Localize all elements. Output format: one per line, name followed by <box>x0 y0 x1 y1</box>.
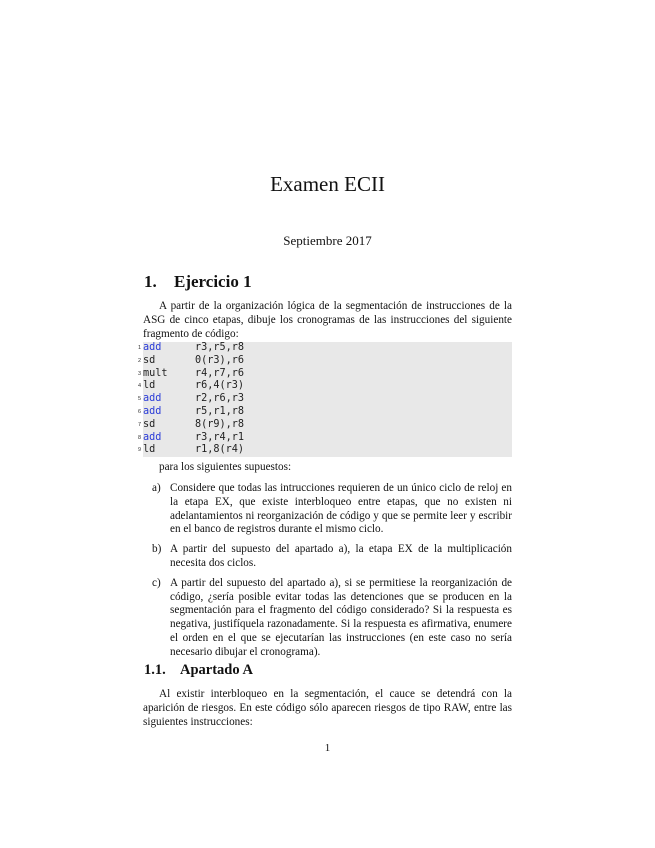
line-number: 4 <box>137 383 141 390</box>
list-item <box>152 482 512 537</box>
intro-paragraph: A partir de la organización lógica de la segmentación de instrucciones de la ASG de cinco etapas, dibuje los cronogramas de las instrucciones del siguiente fragmento de código: <box>143 300 512 340</box>
code-opcode: ld <box>143 444 156 456</box>
line-number: 9 <box>137 447 141 454</box>
section-heading-1 <box>144 272 252 292</box>
code-opcode: add <box>143 342 162 353</box>
section-number: 1.1. <box>144 662 166 678</box>
item-marker: c) <box>152 576 161 589</box>
item-marker: b) <box>152 543 162 556</box>
code-line <box>137 405 512 419</box>
line-number: 2 <box>137 357 141 364</box>
list-item <box>152 543 512 571</box>
code-line <box>137 431 512 445</box>
line-number: 7 <box>137 421 141 428</box>
code-opcode: ld <box>143 380 156 392</box>
code-operands: r4,r7,r6 <box>195 367 245 379</box>
section-title: Apartado A <box>180 662 253 678</box>
code-listing <box>137 342 512 457</box>
page-number: 1 <box>324 742 331 754</box>
line-number: 8 <box>137 434 141 441</box>
supuestos-intro: para los siguientes supuestos: <box>159 461 292 473</box>
document-title: Examen ECII <box>270 172 385 196</box>
code-line <box>137 418 512 432</box>
code-operands: r2,r6,r3 <box>195 393 245 405</box>
code-opcode: mult <box>143 367 168 379</box>
code-operands: r3,r5,r8 <box>195 342 245 353</box>
code-line <box>137 342 512 355</box>
line-number: 5 <box>137 396 141 403</box>
item-text: Considere que todas las intrucciones requieren de un único ciclo de reloj en la etapa EX, que existe interbloqueo entre etapas, que no existen ni adelantamientos ni reorganización de código y que se permite leer y escribir en el banco de registros durante el mismo ciclo. <box>170 482 512 536</box>
code-operands: r6,4(r3) <box>195 380 245 392</box>
line-number: 1 <box>137 345 141 351</box>
code-operands: r1,8(r4) <box>195 444 245 456</box>
list-item <box>152 577 512 660</box>
item-text: A partir del supuesto del apartado a), la etapa EX de la multiplicación necesita dos ciclos. <box>170 543 512 569</box>
code-line <box>137 444 512 457</box>
code-line <box>137 380 512 393</box>
code-opcode: add <box>143 393 162 405</box>
code-operands: r5,r1,r8 <box>195 405 245 417</box>
item-text: A partir del supuesto del apartado a), si se permitiese la reorganización de código, ¿sería posible evitar todas las detenciones que se producen en la segmentación para el fragmento del código considerado? Si la respuesta es negativa, justifíquela razonadamente. Si la respuesta es afirmativa, enumere el orden en el que se ejecutarían las instrucciones (en este caso no sería necesario dibujar el cronograma). <box>170 576 512 658</box>
code-opcode: add <box>143 405 162 417</box>
line-number: 3 <box>137 370 141 377</box>
code-line <box>137 367 512 381</box>
code-operands: r3,r4,r1 <box>195 431 245 443</box>
apartado-paragraph: Al existir interbloqueo en la segmentación, el cauce se detendrá con la aparición de riesgos. En este código sólo aparecen riesgos de tipo RAW, entre las siguientes instrucciones: <box>143 688 512 728</box>
code-operands: 0(r3),r6 <box>195 354 245 366</box>
document-date: Septiembre 2017 <box>283 233 372 248</box>
code-line <box>137 354 512 368</box>
section-title: Ejercicio 1 <box>174 272 252 291</box>
section-heading-1-1 <box>144 662 253 679</box>
code-opcode: sd <box>143 354 156 366</box>
section-number: 1. <box>144 272 157 291</box>
code-opcode: sd <box>143 418 156 430</box>
supuestos-list <box>152 482 512 666</box>
code-opcode: add <box>143 431 162 443</box>
item-marker: a) <box>152 482 161 494</box>
line-number: 6 <box>137 408 141 415</box>
code-operands: 8(r9),r8 <box>195 418 245 430</box>
code-line <box>137 393 512 406</box>
